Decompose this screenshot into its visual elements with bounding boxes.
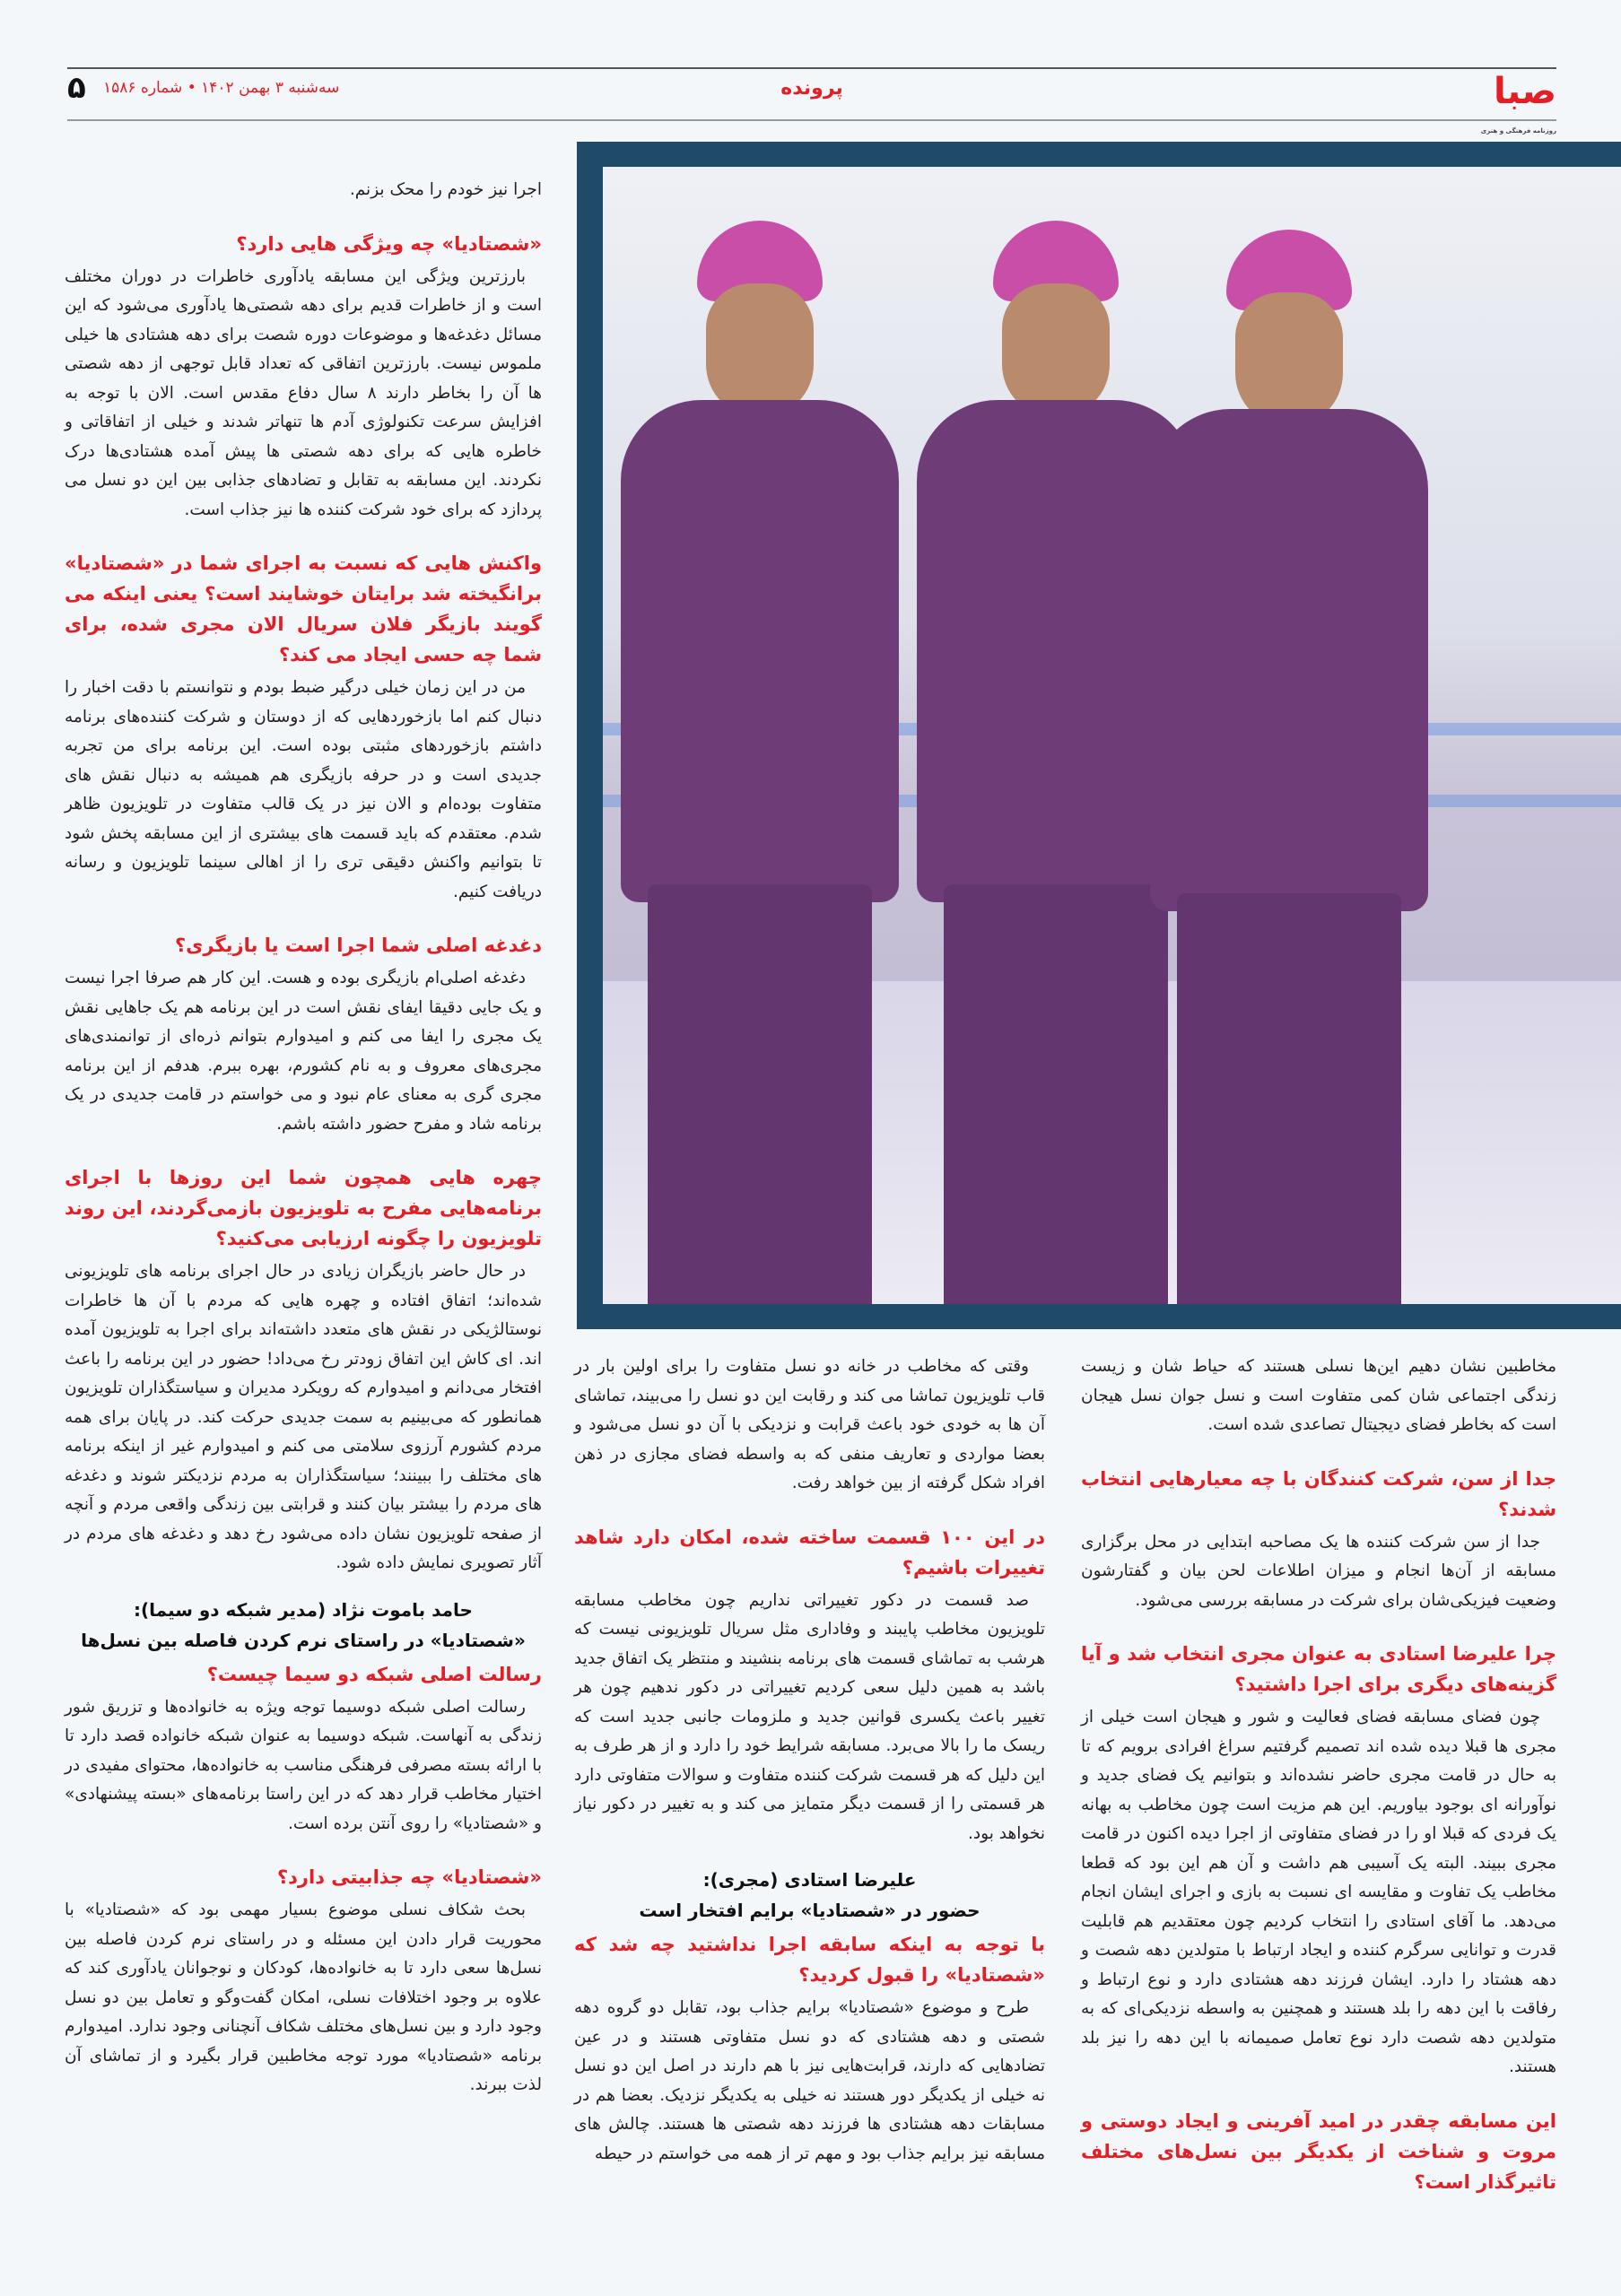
paragraph: چون فضای مسابقه فضای فعالیت و شور و هیجان است خیلی از مجری ها قبلا دیده شده اند تصمیم گرفتیم سراغ افرادی برویم که تا به حال در قامت مجری حاضر نشده‌اند و بتوانیم یک فضای جدید و نوآورانه ای بوجود بیاوریم. این هم مزیت است چون مخاطب به بهانه یک فردی که قبلا او را در فضای متفاوتی از اجرا دیده اکنون در قامت مجری ببیند. البته یک آسیبی هم داشت و آن هم این بود که قطعا مخاطب یک تفاوت و مقایسه ای نسبت به بازی و اجرای ایشان انجام می‌دهد. ما آقای استادی را انتخاب کردیم چون معتقدیم هم قابلیت قدرت و توانایی سرگرم کننده و ایجاد ارتباط با متولدین دهه شصت و دهه هشتاد را دارد. ایشان فرزند دهه هشتادی دارد و نوع ارتباط و رفاقت با این دهه را بلد هستند و همچنین به واسطه نزدیکی‌ای که به متولدین دهه شصت دارد نوع تعامل صمیمانه با این دهه را نیز بلد هستند. [1081,1708,1556,2076]
paragraph: جدا از سن شرکت کننده ها یک مصاحبه ابتدایی در محل برگزاری مسابقه از آن‌ها انجام و میزان اطلاعات لحن بیان و گفتارشون وضعیت فیزیکی‌شان برای شرکت در مسابقه بررسی می‌شود. [1081,1532,1556,1610]
paragraph: رسالت اصلی شبکه دوسیما توجه ویژه به خانواده‌ها و تزریق شور زندگی به آنهاست. شبکه دوسیما به عنوان شبکه خانواده قصد دارد تا با ارائه بسته مصرفی فرهنگی مناسب به خانواده‌ها، محتوای مفیدی در اختیار مخاطب قرار دهد که در این راستا برنامه‌های «بسته پیشنهادی» و «شصتادیا» را روی آنتن برده است. [65,1697,542,1833]
interviewee-name: حامد باموت نژاد (مدیر شبکه دو سیما): [134,1598,473,1621]
paragraph: طرح و موضوع «شصتادیا» برایم جذاب بود، تقابل دو گروه دهه شصتی و دهه هشتادی که دو نسل متفاوتی هستند و در عین تضادهایی که دارند، قرابت‌هایی نیز با هم دارند در اصل این دو نسل نه خیلی از یکدیگر دور هستند نه خیلی به یکدیگر نزدیک. بعضا هم در مسابقات دهه هشتادی ها فرزند دهه شصتی ها هستند. چالش های مسابقه نیز برایم جذاب بود و مهم تر از همه می خواستم در حیطه [574,1998,1045,2163]
page-number: ۵ [67,70,86,106]
issue-date: سه‌شنبه ۳ بهمن ۱۴۰۲ • شماره ۱۵۸۶ [103,79,340,97]
paragraph: بارزترین ویژگی این مسابقه یادآوری خاطرات در دوران مختلف است و از خاطرات قدیم برای دهه شصتی‌ها یادآوری می‌شود که این مسائل دغدغه‌ها و موضوعات دوره شصت برای دهه هشتادی ها خیلی ملموس نیست. بارزترین اتفاقی که تعداد قابل توجهی از دهه شصتی ها آن را بخاطر دارند ۸ سال دفاع مقدس است. الان با توجه به افزایش سرعت تکنولوژی آدم ها تنهاتر شدند و خیلی از اتفاقاتی و خاطره هایی که برای دهه شصتی ها پیش آمده هشتادی‌ها درک نکردند. این مسابقه به تقابل و تضادهای جذابی بین این دو نسل می پردازد که برای خود شرکت کننده ها نیز جذاب است. [65,266,542,519]
question-heading: «شصتادیا» چه جذابیتی دارد؟ [276,1866,542,1888]
question-heading: چهره هایی همچون شما این روزها با اجرای برنامه‌هایی مفرح به تلویزیون بازمی‌گردند، این روند تلویزیون را چگونه ارزیابی می‌کنید؟ [65,1167,542,1249]
subsection-title: «شصتادیا» در راستای نرم کردن فاصله بین نسل‌ها [81,1629,526,1651]
paragraph: بحث شکاف نسلی موضوع بسیار مهمی بود که «شصتادیا» با محوریت قرار دادن این مسئله و در راستای نرم کردن فاصله بین نسل‌ها سعی دارد تا به خانواده‌ها، کودکان و نوجوانان یادآوری کند که علاوه بر وجود اختلافات نسلی، امکان گفت‌وگو و تعامل بین دو نسل وجود دارد و بین نسل‌های مختلف شکاف آنچنانی وجود ندارد. امیدوارم برنامه «شصتادیا» مورد توجه مخاطبین قرار بگیرد و از تماشای آن لذت ببرند. [65,1900,542,2094]
middle-column [574,1352,1045,2178]
left-column [65,176,542,2109]
logo-tagline: روزنامه فرهنگی و هنری [1480,127,1556,135]
newspaper-logo [1480,70,1556,135]
paragraph: دغدغه اصلی‌ام بازیگری بوده و هست. این کار هم صرفا اجرا نیست و یک جایی دقیقا ایفای نقش است در این برنامه هم یک جاهایی نقش یک مجری را ایفا می کنم و امیدوارم بتوانم ذره‌ای از توانمندی‌های مجری‌های معروف و به نام کشورم، بهره ببرم. هدفم از این برنامه مجری گری به معنای عام نبود و می خواستم در قامت جدیدی در یک برنامه شاد و مفرح حضور داشته باشم. [65,969,542,1134]
question-heading: با توجه به اینکه سابقه اجرا نداشتید چه شد که «شصتادیا» را قبول کردید؟ [574,1934,1045,1986]
contestants-photo [603,167,1621,1304]
logo-text: صبا [1494,71,1556,112]
subsection-title: حضور در «شصتادیا» برایم افتخار است [639,1900,980,1921]
header-bottom-rule [67,119,1556,121]
question-heading: در این ۱۰۰ قسمت ساخته شده، امکان دارد شاهد تغییرات باشیم؟ [574,1526,1045,1578]
question-heading: این مسابقه چقدر در امید آفرینی و ایجاد دوستی و مروت و شناخت از یکدیگر بین نسل‌های مختلف تاثیرگذار است؟ [1081,2109,1556,2193]
question-heading: جدا از سن، شرکت کنندگان با چه معیارهایی انتخاب شدند؟ [1081,1467,1556,1520]
paragraph: صد قسمت در دکور تغییراتی نداریم چون مخاطب مسابقه تلویزیون مخاطب پایبند و وفاداری مثل سریال تلویزیونی نیست که هرشب به تماشای قسمت های برنامه بنشیند و منتظر یک اتفاق جدید باشد به همین دلیل سعی کردیم تغییراتی در دکور ندهیم چون هر تغییر باعث یکسری قوانین جدید و ملزومات جانبی جدید است که ریسک ما را بالا می‌برد. مسابقه شرایط خود را دارد و از هر طرف به این دلیل که هر قسمت شرکت کننده متفاوت و سوالات متفاوتی دارد هر قسمتی را از قسمت دیگر متمایز می کند و به تغییر در دکور نیاز نخواهد بود. [574,1590,1045,1843]
paragraph: در حال حاضر بازیگران زیادی در حال اجرای برنامه های تلویزیونی شده‌اند؛ اتفاق افتاده و چهره هایی که مردم با آن ها خاطرات نوستالژیکی در نقش های متعدد داشته‌اند برای اجرا به تلویزیون آمده اند. ای کاش این اتفاق زودتر رخ می‌داد! حضور در این برنامه را باعث افتخار می‌دانم و امیدوارم که رویکرد مدیران و سیاستگذاران تلویزیون همانطور که می‌بینیم به سمت جدیدی حرکت کند. در پایان برای همه مردم کشورم آرزوی سلامتی می کنم و امیدوارم غیر از اینکه برنامه های مختلف را ببینند؛ سیاستگذاران به مردم نزدیکتر شوند و دغدغه های مردم را بیشتر بیان کنند و قرابتی بین زندگی واقعی مردم و آنچه از صفحه تلویزیون نشان داده می‌شود رخ دهد و دغدغه های مردم در آثار تصویری نمایش داده شود. [65,1262,542,1572]
page-header [67,70,1556,135]
section-title: پرونده [780,77,843,100]
photo-frame [577,142,1621,1329]
paragraph: مخاطبین نشان دهیم این‌ها نسلی هستند که حیاط شان و زیست زندگی اجتماعی شان کمی متفاوت است و نسل جوان نسل هیجان است که بخاطر فضای دیجیتال تصاعدی شده است. [1081,1357,1556,1434]
header-top-rule [67,67,1556,69]
right-column [1081,1352,1556,2201]
paragraph: وقتی که مخاطب در خانه دو نسل متفاوت را برای اولین بار در قاب تلویزیون تماشا می کند و رقابت این دو نسل را می‌بیند، تماشای آن ها به خودی خود باعث قرابت و نزدیکی با آن دو نسل می‌شود و بعضا مواردی و تعاریف منفی که به واسطه فضای مجازی در ذهن افراد شکل گرفته از بین خواهد رفت. [574,1357,1045,1492]
paragraph: اجرا نیز خودم را محک بزنم. [349,180,542,199]
question-heading: رسالت اصلی شبکه دو سیما چیست؟ [206,1663,542,1685]
question-heading: دغدغه اصلی شما اجرا است یا بازیگری؟ [174,935,542,956]
question-heading: «شصتادیا» چه ویژگی هایی دارد؟ [236,232,542,255]
question-heading: واکنش هایی که نسبت به اجرای شما در «شصتادیا» برانگیخته شد برایتان خوشایند است؟ یعنی اینکه می گویند بازیگر فلان سریال الان مجری شده، برای شما چه حسی ایجاد می کند؟ [65,552,542,665]
interviewee-name: علیرضا استادی (مجری): [702,1869,917,1891]
paragraph: من در این زمان خیلی درگیر ضبط بودم و نتوانستم با دقت اخبار را دنبال کنم اما بازخوردهایی که از دوستان و شرکت کننده‌های برنامه داشتم بازخوردهای مثبتی بوده است. این برنامه برای من تجربه جدیدی است و در حرفه بازیگری هم همیشه به دنبال نقش های متفاوت بوده‌ام و الان نیز در یک قالب متفاوت در تلویزیون ظاهر شدم. معتقدم که باید قسمت های بیشتری از این مسابقه پخش شود تا بتوانیم واکنش دقیقی تری را از اهالی سینما تلویزیون و رسانه دریافت کنیم. [65,678,542,901]
question-heading: چرا علیرضا استادی به عنوان مجری انتخاب شد و آیا گزینه‌های دیگری برای اجرا داشتید؟ [1081,1643,1556,1695]
